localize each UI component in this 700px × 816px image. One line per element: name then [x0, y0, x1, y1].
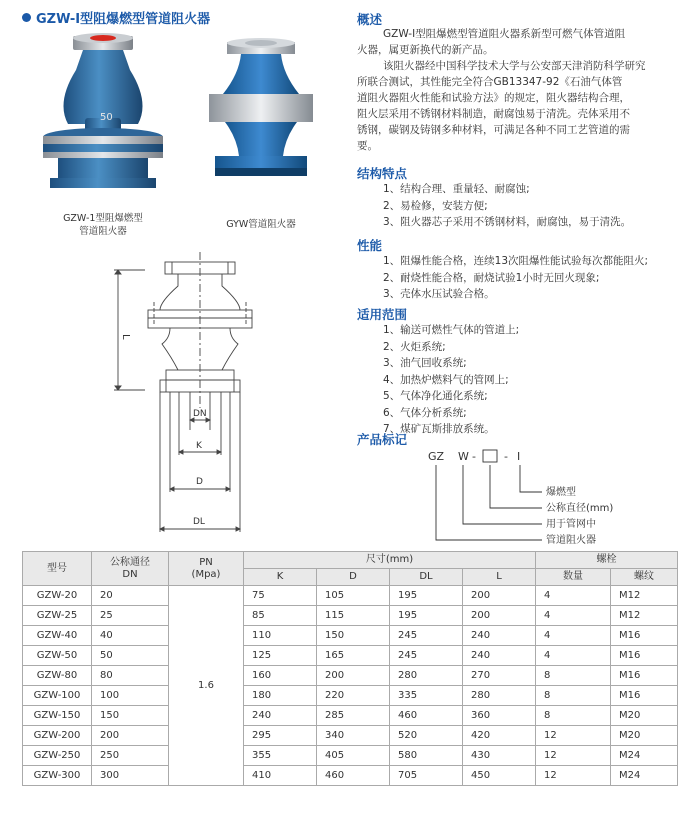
cell-l: 240 — [463, 646, 536, 666]
cell-k: 240 — [244, 706, 317, 726]
list-item: 2、易检修，安装方便; — [383, 199, 488, 212]
table-row — [23, 686, 678, 706]
svg-text:公称直径(mm): 公称直径(mm) — [546, 503, 614, 514]
cell-model: GZW-250 — [23, 746, 92, 766]
header-model: 型号 — [23, 552, 92, 586]
svg-text:管道阻火器: 管道阻火器 — [546, 535, 596, 546]
marking-diagram — [420, 446, 680, 546]
table-row — [23, 766, 678, 786]
header-pn: PN (Mpa) — [169, 552, 244, 586]
dim-label-l: L — [120, 334, 131, 340]
table-row — [23, 626, 678, 646]
table-row — [23, 586, 678, 606]
cell-d: 105 — [317, 586, 390, 606]
product-photo-gzw — [38, 30, 168, 212]
table-row — [23, 646, 678, 666]
cell-k: 410 — [244, 766, 317, 786]
cell-d: 165 — [317, 646, 390, 666]
dim-label-dl: DL — [193, 517, 205, 527]
svg-text:爆燃型: 爆燃型 — [546, 487, 576, 498]
cell-model: GZW-100 — [23, 686, 92, 706]
marking-title: 产品标记 — [357, 432, 408, 447]
technical-drawing — [100, 240, 310, 545]
cell-k: 295 — [244, 726, 317, 746]
cell-thread: M20 — [611, 726, 678, 746]
table-row — [23, 606, 678, 626]
svg-text:-: - — [504, 450, 508, 463]
cell-d: 285 — [317, 706, 390, 726]
table-row — [23, 726, 678, 746]
cell-l: 200 — [463, 606, 536, 626]
list-item: 1、结构合理、重量轻、耐腐蚀; — [383, 183, 530, 195]
cell-qty: 4 — [536, 626, 611, 646]
cell-d: 200 — [317, 666, 390, 686]
header-size: 尺寸(mm) — [244, 552, 536, 569]
cell-dl: 195 — [390, 586, 463, 606]
cell-qty: 8 — [536, 706, 611, 726]
cell-k: 110 — [244, 626, 317, 646]
cell-dn: 20 — [92, 586, 169, 606]
list-item: 1、输送可燃性气体的管道上; — [383, 324, 520, 336]
list-item: 2、火炬系统; — [383, 340, 446, 353]
product-photo-gyw — [205, 38, 317, 216]
cell-k: 180 — [244, 686, 317, 706]
cell-d: 150 — [317, 626, 390, 646]
cell-k: 160 — [244, 666, 317, 686]
svg-text:Ⅰ: Ⅰ — [517, 450, 521, 463]
cell-l: 200 — [463, 586, 536, 606]
list-item: 3、壳体水压试验合格。 — [383, 288, 495, 300]
table-row — [23, 706, 678, 726]
cell-thread: M16 — [611, 646, 678, 666]
cell-d: 405 — [317, 746, 390, 766]
svg-text:-: - — [472, 450, 476, 463]
cell-dn: 50 — [92, 646, 169, 666]
photo-caption-gzw: GZW-1型阻爆燃型 管道阻火器 — [63, 213, 143, 237]
bullet-icon — [22, 13, 31, 22]
list-item: 3、阻火器芯子采用不锈钢材料，耐腐蚀，易于清洗。 — [383, 216, 632, 228]
page-title: GZW-Ⅰ型阻爆燃型管道阻火器 — [22, 8, 210, 27]
overview-text: GZW-Ⅰ型阻爆燃型管道阻火器系新型可燃气体管道阻 火器，属更新换代的新产品。 该阻火器经中国科学技术大学与公安部天津消防科学研究 所联合测试，其性能完全符合GB13347-92《石油气体管 道阻火器阻火性能和试验方法》的规定，阻火器结构合理， 阻火层采用不锈钢材料制造，耐腐蚀易于清洗。壳体采用不 锈钢，碳钢及铸钢多种材料，可满足各种不同工艺管道的需 要。 — [357, 28, 646, 152]
list-item: 5、气体净化通化系统; — [383, 390, 488, 402]
svg-text:用于管网中: 用于管网中 — [546, 519, 596, 530]
dim-label-d: D — [196, 477, 203, 487]
cell-dl: 245 — [390, 626, 463, 646]
list-item: 1、阻爆性能合格，连续13次阻爆性能试验每次都能阻火; — [383, 255, 649, 267]
table-row — [23, 746, 678, 766]
cell-thread: M24 — [611, 746, 678, 766]
dim-label-k: K — [196, 441, 202, 451]
cell-thread: M16 — [611, 686, 678, 706]
cell-l: 430 — [463, 746, 536, 766]
cell-dn: 150 — [92, 706, 169, 726]
cell-d: 460 — [317, 766, 390, 786]
structure-list — [383, 181, 631, 231]
cell-model: GZW-40 — [23, 626, 92, 646]
cell-k: 355 — [244, 746, 317, 766]
cell-k: 75 — [244, 586, 317, 606]
cell-d: 220 — [317, 686, 390, 706]
cell-l: 420 — [463, 726, 536, 746]
photo-caption-gyw: GYW管道阻火器 — [226, 219, 296, 230]
cell-model: GZW-50 — [23, 646, 92, 666]
cell-qty: 4 — [536, 586, 611, 606]
cell-thread: M16 — [611, 666, 678, 686]
performance-title: 性能 — [357, 238, 383, 253]
structure-title: 结构特点 — [357, 166, 408, 181]
cell-dn: 300 — [92, 766, 169, 786]
cell-dl: 580 — [390, 746, 463, 766]
header-bolt: 螺栓 — [536, 552, 678, 569]
cell-dl: 195 — [390, 606, 463, 626]
cell-model: GZW-300 — [23, 766, 92, 786]
cell-dl: 335 — [390, 686, 463, 706]
cell-dn: 25 — [92, 606, 169, 626]
cell-qty: 12 — [536, 726, 611, 746]
cell-dn: 250 — [92, 746, 169, 766]
cell-dl: 245 — [390, 646, 463, 666]
scope-list — [383, 322, 519, 438]
cell-model: GZW-200 — [23, 726, 92, 746]
cell-d: 340 — [317, 726, 390, 746]
cell-dl: 520 — [390, 726, 463, 746]
cell-k: 125 — [244, 646, 317, 666]
cell-l: 280 — [463, 686, 536, 706]
cell-dl: 280 — [390, 666, 463, 686]
cell-k: 85 — [244, 606, 317, 626]
cell-qty: 12 — [536, 746, 611, 766]
list-item: 2、耐烧性能合格，耐烧试验1小时无回火现象; — [383, 271, 600, 284]
table-row — [23, 666, 678, 686]
scope-title: 适用范围 — [357, 307, 408, 322]
cell-dn: 80 — [92, 666, 169, 686]
cell-dn: 40 — [92, 626, 169, 646]
cell-qty: 4 — [536, 646, 611, 666]
cell-pn: 1.6 — [169, 586, 244, 786]
list-item: 6、气体分析系统; — [383, 406, 467, 419]
cell-thread: M12 — [611, 586, 678, 606]
svg-text:50: 50 — [100, 112, 113, 123]
spec-table: 型号 公称通径 DN PN (Mpa) 尺寸(mm) 螺栓 K D DL L 数量 螺纹 GZW-20 20 1.6 75 105 195 200 4 M12 GZW-25 25 85 115 195 200 4 M12 GZW-40 40 110 150 245 240 4 M16 GZW-50 50 125 165 245 240 4 M16 GZW-80 80 160 200 280 270 8 M16 GZW-100 100 180 220 335 280 8 M16 GZW-150 150 240 285 460 360 8 M20 GZW-200 200 295 340 520 420 12 M20 GZW-250 250 355 405 580 430 12 M24 GZW-300 300 410 460 705 450 12 M24 — [22, 551, 678, 786]
cell-qty: 4 — [536, 606, 611, 626]
cell-model: GZW-25 — [23, 606, 92, 626]
cell-dn: 200 — [92, 726, 169, 746]
dim-label-dn: DN — [193, 409, 207, 419]
cell-model: GZW-150 — [23, 706, 92, 726]
cell-model: GZW-80 — [23, 666, 92, 686]
cell-thread: M24 — [611, 766, 678, 786]
cell-l: 360 — [463, 706, 536, 726]
cell-l: 450 — [463, 766, 536, 786]
cell-dl: 460 — [390, 706, 463, 726]
cell-dl: 705 — [390, 766, 463, 786]
overview-title: 概述 — [357, 12, 383, 27]
cell-model: GZW-20 — [23, 586, 92, 606]
svg-text:W: W — [458, 450, 469, 463]
cell-l: 240 — [463, 626, 536, 646]
cell-qty: 8 — [536, 686, 611, 706]
cell-qty: 8 — [536, 666, 611, 686]
list-item: 3、油气回收系统; — [383, 357, 467, 369]
cell-dn: 100 — [92, 686, 169, 706]
cell-qty: 12 — [536, 766, 611, 786]
cell-thread: M12 — [611, 606, 678, 626]
cell-thread: M20 — [611, 706, 678, 726]
cell-l: 270 — [463, 666, 536, 686]
list-item: 4、加热炉燃料气的管网上; — [383, 373, 509, 386]
header-dn: 公称通径 DN — [92, 552, 169, 586]
list-item: 7、煤矿瓦斯排放系统。 — [383, 423, 495, 435]
performance-list — [383, 253, 648, 303]
cell-d: 115 — [317, 606, 390, 626]
svg-text:GZ: GZ — [428, 450, 445, 463]
cell-thread: M16 — [611, 626, 678, 646]
